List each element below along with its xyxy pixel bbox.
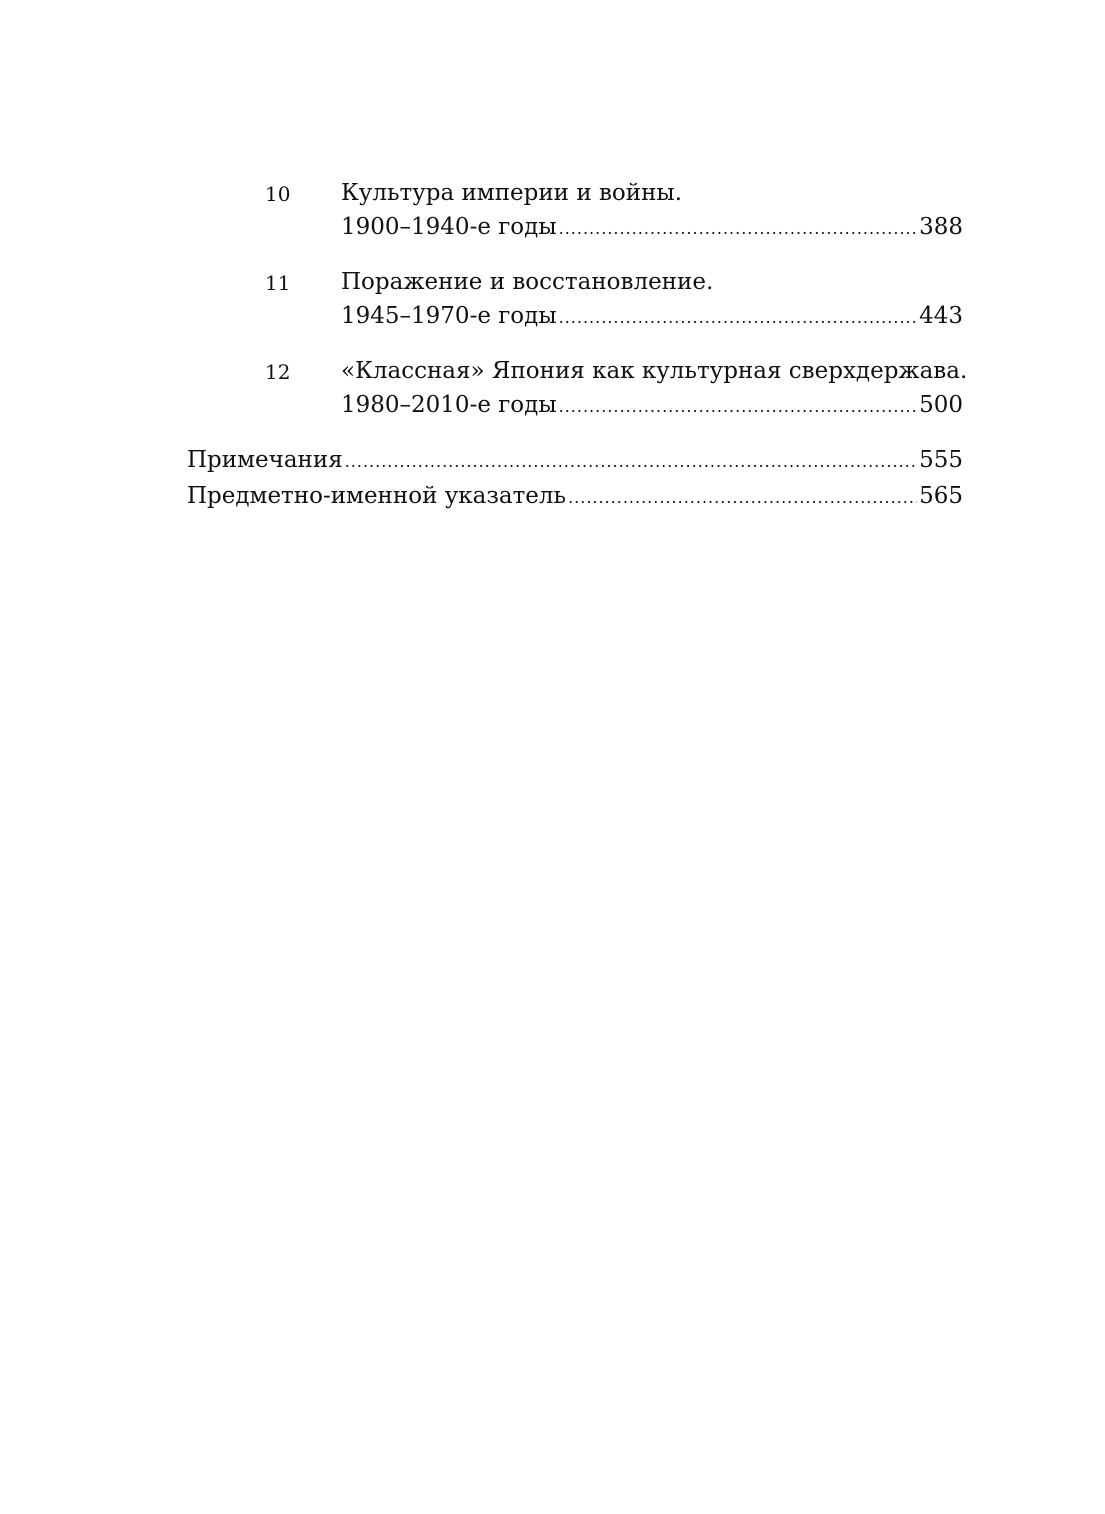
dot-leader	[559, 212, 917, 246]
toc-chapter-10[interactable]	[187, 176, 963, 246]
chapter-title: Культура империи и войны.	[341, 180, 683, 206]
chapter-title: «Классная» Япония как культурная сверхдержава.	[341, 358, 968, 384]
chapter-period: 1900–1940-е годы	[341, 214, 557, 240]
page-number: 565	[919, 483, 963, 509]
toc-chapter-12[interactable]	[187, 354, 968, 424]
table-of-contents	[187, 176, 968, 515]
toc-chapter-11[interactable]	[187, 265, 963, 335]
entry-title: Примечания	[187, 447, 343, 473]
chapter-period: 1980–2010-е годы	[341, 392, 557, 418]
back-matter	[187, 443, 963, 515]
toc-entry-notes[interactable]	[187, 443, 963, 479]
chapter-period-line	[341, 210, 963, 246]
dot-leader	[559, 301, 917, 335]
chapter-period-line	[341, 388, 963, 424]
chapter-period-line	[341, 299, 963, 335]
toc-entry-index[interactable]	[187, 479, 963, 515]
chapter-number: 12	[265, 360, 291, 384]
entry-title: Предметно-именной указатель	[187, 483, 567, 509]
dot-leader	[345, 445, 917, 479]
chapter-period: 1945–1970-е годы	[341, 303, 557, 329]
chapter-number: 11	[265, 271, 291, 295]
page-number: 555	[919, 447, 963, 473]
page-number: 500	[919, 392, 963, 418]
dot-leader	[559, 390, 917, 424]
chapter-number: 10	[265, 182, 291, 206]
page-number: 388	[919, 214, 963, 240]
page-number: 443	[919, 303, 963, 329]
dot-leader	[568, 481, 917, 515]
chapter-title: Поражение и восстановление.	[341, 269, 714, 295]
